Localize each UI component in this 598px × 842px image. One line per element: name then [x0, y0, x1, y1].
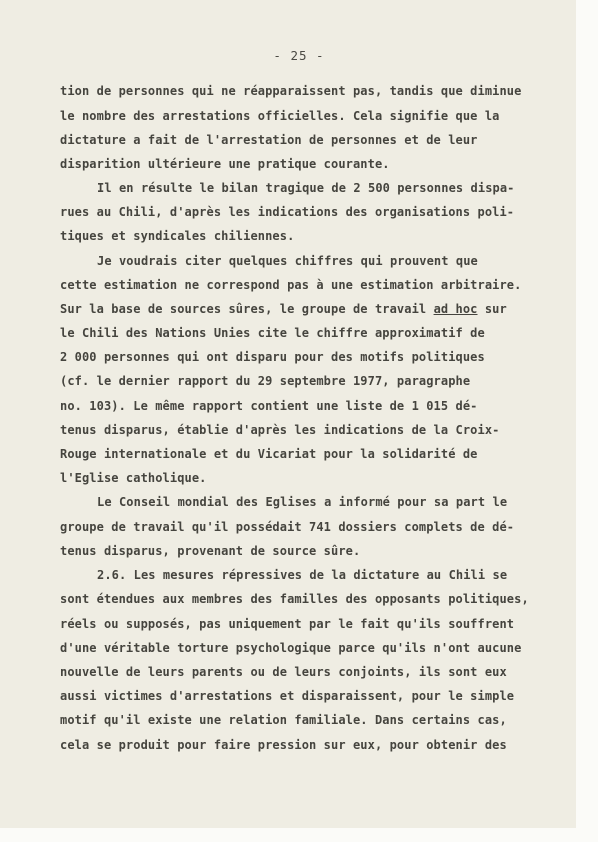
text-line: motif qu'il existe une relation familiale. Dans certains cas, — [60, 713, 507, 727]
text-segment: Sur la base de sources sûres, le groupe de travail — [60, 302, 434, 316]
scan-margin-bottom — [0, 828, 598, 842]
text-line: tenus disparus, provenant de source sûre. — [60, 544, 361, 558]
text-line: tion de personnes qui ne réapparaissent pas, tandis que diminue — [60, 84, 522, 98]
text-line: dictature a fait de l'arrestation de personnes et de leur — [60, 133, 478, 147]
text-line: d'une véritable torture psychologique parce qu'ils n'ont aucune — [60, 641, 522, 655]
page-number: - 25 - — [273, 48, 325, 63]
text-line: rues au Chili, d'après les indications des organisations poli- — [60, 205, 515, 219]
text-line: cela se produit pour faire pression sur eux, pour obtenir des — [60, 738, 507, 752]
text-line: nouvelle de leurs parents ou de leurs conjoints, ils sont eux — [60, 665, 507, 679]
text-line: Rouge internationale et du Vicariat pour la solidarité de — [60, 447, 478, 461]
text-segment: sur — [477, 302, 507, 316]
text-line: tiques et syndicales chiliennes. — [60, 229, 295, 243]
text-line: Je voudrais citer quelques chiffres qui prouvent que — [97, 254, 478, 268]
text-line: disparition ultérieure une pratique courante. — [60, 157, 390, 171]
text-line: 2 000 personnes qui ont disparu pour des motifs politiques — [60, 350, 485, 364]
text-line: (cf. le dernier rapport du 29 septembre 1977, paragraphe — [60, 374, 471, 388]
text-line: Il en résulte le bilan tragique de 2 500 personnes dispa- — [97, 181, 515, 195]
text-line: le nombre des arrestations officielles. Cela signifie que la — [60, 109, 500, 123]
text-line: groupe de travail qu'il possédait 741 dossiers complets de dé- — [60, 520, 515, 534]
text-line: réels ou supposés, pas uniquement par le fait qu'ils souffrent — [60, 617, 515, 631]
text-line — [60, 302, 507, 316]
text-line: aussi victimes d'arrestations et disparaissent, pour le simple — [60, 689, 515, 703]
text-line: Le Conseil mondial des Eglises a informé pour sa part le — [97, 495, 508, 509]
text-line: le Chili des Nations Unies cite le chiffre approximatif de — [60, 326, 485, 340]
text-line: sont étendues aux membres des familles des opposants politiques, — [60, 592, 529, 606]
text-line: 2.6. Les mesures répressives de la dictature au Chili se — [97, 568, 508, 582]
text-line: cette estimation ne correspond pas à une estimation arbitraire. — [60, 278, 522, 292]
text-line: no. 103). Le même rapport contient une liste de 1 015 dé- — [60, 399, 478, 413]
scan-margin-right — [576, 0, 598, 842]
text-line: tenus disparus, établie d'après les indications de la Croix- — [60, 423, 500, 437]
text-line: l'Eglise catholique. — [60, 471, 207, 485]
underlined-term: ad hoc — [433, 302, 478, 316]
